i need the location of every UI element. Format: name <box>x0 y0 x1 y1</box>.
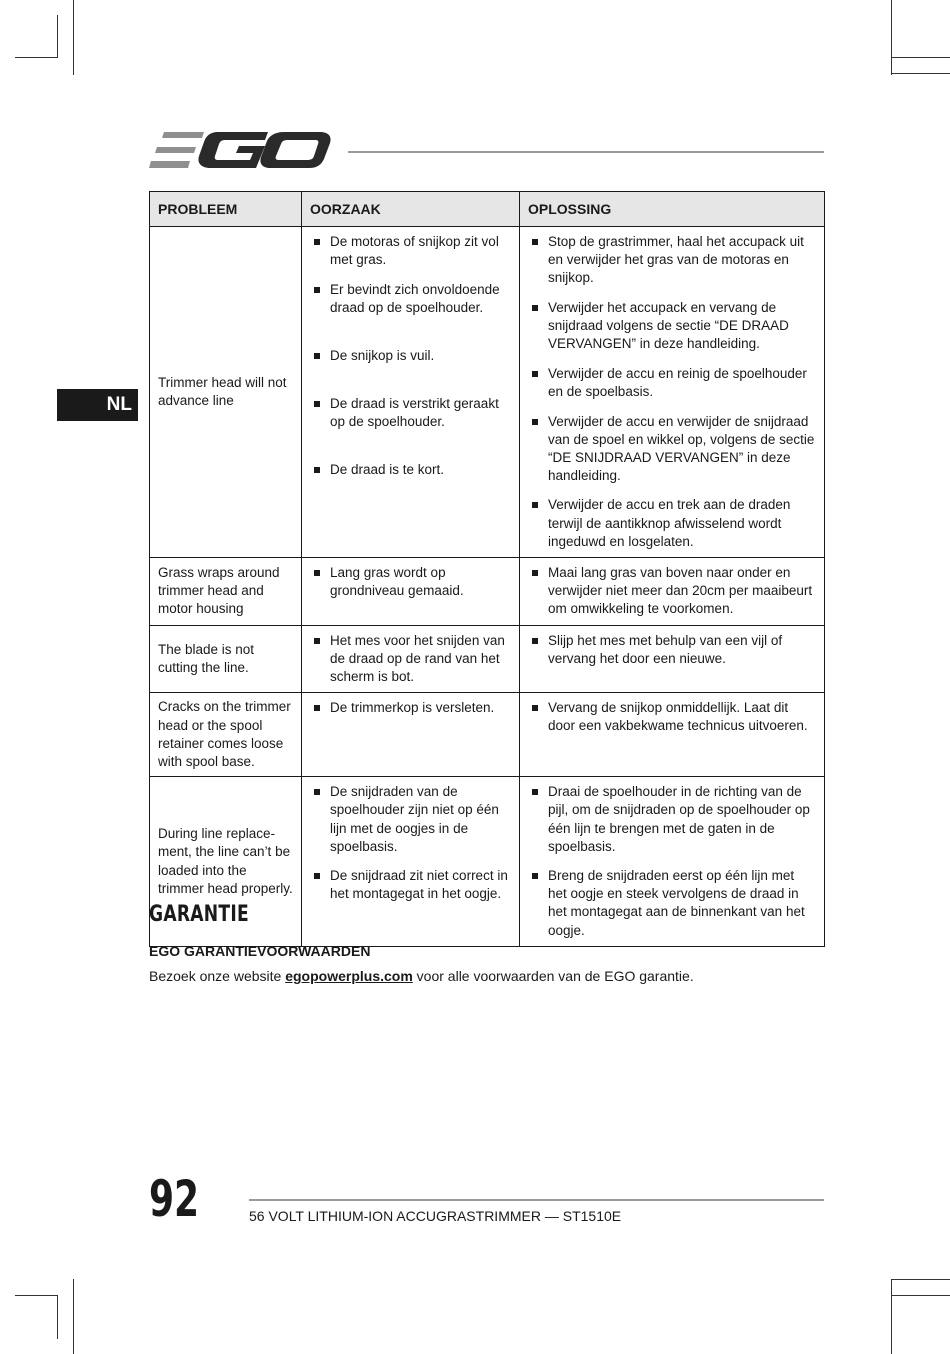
cause-cell <box>302 558 520 626</box>
solution-item: Maai lang gras van boven naar onder en verwijder niet meer dan 20cm per maaibeurt om omwikkeling te voorkomen. <box>528 564 816 621</box>
cause-item: De draad is verstrikt geraakt op de spoelhouder. <box>310 395 511 461</box>
crop-mark <box>891 0 892 75</box>
problem-cell: The blade is not cutting the line. <box>150 625 302 693</box>
cause-item: De snijkop is vuil. <box>310 347 511 395</box>
bullet-icon <box>532 502 538 508</box>
bullet-icon <box>314 705 320 711</box>
problem-cell: During line replace-ment, the line can’t be loaded into the trimmer head properly. <box>150 777 302 947</box>
solution-item: Stop de grastrimmer, haal het accupack uit en verwijder het gras van de motoras en snijkop. <box>528 233 816 299</box>
bullet-icon <box>314 239 320 245</box>
cause-cell <box>302 777 520 947</box>
problem-cell: Grass wraps around trimmer head and motor housing <box>150 558 302 626</box>
solution-cell <box>520 777 825 947</box>
cause-cell <box>302 227 520 558</box>
warranty-text-before: Bezoek onze website <box>149 968 286 984</box>
crop-mark <box>73 1279 74 1354</box>
table-row <box>150 227 825 558</box>
warranty-text-after: voor alle voorwaarden van de EGO garantie. <box>412 968 694 984</box>
crop-mark <box>57 1296 58 1339</box>
column-header-solution: OPLOSSING <box>520 192 825 227</box>
section-title: GARANTIE <box>149 902 249 927</box>
cause-item: Het mes voor het snijden van de draad op de rand van het scherm is bot. <box>310 632 511 689</box>
bullet-icon <box>532 239 538 245</box>
cause-item: De draad is te kort. <box>310 461 511 481</box>
bullet-icon <box>314 287 320 293</box>
section-subtitle: EGO GARANTIEVOORWAARDEN <box>149 943 371 959</box>
bullet-icon <box>314 873 320 879</box>
solution-cell <box>520 625 825 693</box>
cause-item: Er bevindt zich onvoldoende draad op de spoelhouder. <box>310 281 511 347</box>
warranty-paragraph <box>149 968 694 984</box>
solution-item: Verwijder de accu en reinig de spoelhouder en de spoelbasis. <box>528 365 816 413</box>
bullet-icon <box>532 705 538 711</box>
crop-mark <box>892 57 950 58</box>
problem-cell: Trimmer head will not advance line <box>150 227 302 558</box>
table-row <box>150 558 825 626</box>
column-header-problem: PROBLEEM <box>150 192 302 227</box>
bullet-icon <box>314 789 320 795</box>
bullet-icon <box>314 467 320 473</box>
crop-mark <box>15 57 58 58</box>
bullet-icon <box>532 638 538 644</box>
crop-mark <box>15 1295 58 1296</box>
bullet-icon <box>532 419 538 425</box>
bullet-icon <box>532 371 538 377</box>
crop-mark <box>891 1279 892 1354</box>
bullet-icon <box>532 789 538 795</box>
problem-cell: Cracks on the trimmer head or the spool retainer comes loose with spool base. <box>150 693 302 777</box>
troubleshooting-table <box>149 191 825 947</box>
solution-item: Breng de snijdraden eerst op één lijn met het oogje en steek vervolgens de draad in het montagegat aan de binnenkant van het oogje. <box>528 867 816 942</box>
solution-cell <box>520 558 825 626</box>
crop-mark <box>57 15 58 58</box>
table-row <box>150 777 825 947</box>
solution-item: Draai de spoelhouder in de richting van de pijl, om de snijdraden op de spoelhouder op één lijn te brengen met de gaten in de spoelbasis. <box>528 783 816 867</box>
cause-item: De trimmerkop is versleten. <box>310 699 511 719</box>
bullet-icon <box>532 570 538 576</box>
bullet-icon <box>532 873 538 879</box>
bullet-icon <box>532 305 538 311</box>
language-tab: NL <box>57 389 138 421</box>
footer-rule <box>249 1199 824 1201</box>
table-row <box>150 693 825 777</box>
crop-mark <box>892 73 950 74</box>
website-link[interactable]: egopowerplus.com <box>285 968 413 984</box>
page-number: 92 <box>149 1170 200 1228</box>
cause-item: De motoras of snijkop zit vol met gras. <box>310 233 511 281</box>
footer-title: 56 VOLT LITHIUM-ION ACCUGRASTRIMMER — ST1510E <box>249 1208 622 1224</box>
solution-cell <box>520 693 825 777</box>
bullet-icon <box>314 401 320 407</box>
bullet-icon <box>314 353 320 359</box>
solution-item: Verwijder de accu en verwijder de snijdraad van de spoel en wikkel op, volgens de sectie “DE SNIJDRAAD VERVANGEN” in deze handleiding. <box>528 413 816 497</box>
cause-item: De snijdraden van de spoelhouder zijn niet op één lijn met de oogjes in de spoelbasis. <box>310 783 511 867</box>
solution-cell <box>520 227 825 558</box>
cause-cell <box>302 625 520 693</box>
solution-item: Verwijder het accupack en vervang de snijdraad volgens de sectie “DE DRAAD VERVANGEN” in deze handleiding. <box>528 299 816 365</box>
crop-mark <box>892 1295 950 1296</box>
cause-item: Lang gras wordt op grondniveau gemaaid. <box>310 564 511 602</box>
table-header-row <box>150 192 825 227</box>
header-rule <box>348 151 824 153</box>
solution-item: Verwijder de accu en trek aan de draden terwijl de aantikknop afwisselend wordt ingeduwd en losgelaten. <box>528 496 816 553</box>
table-row <box>150 625 825 693</box>
bullet-icon <box>314 638 320 644</box>
crop-mark <box>892 1279 950 1280</box>
column-header-cause: OORZAAK <box>302 192 520 227</box>
ego-logo <box>148 128 333 172</box>
bullet-icon <box>314 570 320 576</box>
crop-mark <box>73 0 74 75</box>
cause-item: De snijdraad zit niet correct in het montagegat in het oogje. <box>310 867 511 905</box>
solution-item: Slijp het mes met behulp van een vijl of vervang het door een nieuwe. <box>528 632 816 670</box>
solution-item: Vervang de snijkop onmiddellijk. Laat dit door een vakbekwame technicus uitvoeren. <box>528 699 816 737</box>
cause-cell <box>302 693 520 777</box>
